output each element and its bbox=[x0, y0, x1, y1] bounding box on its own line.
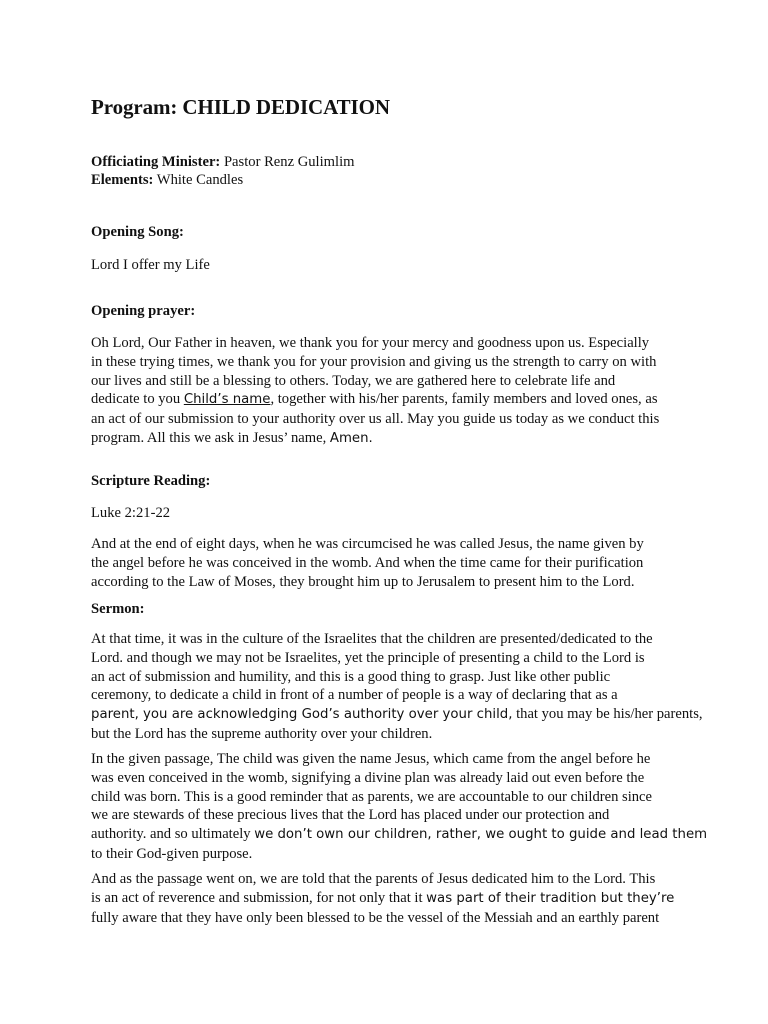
sermon-line-text: is an act of reverence and submission, for not only that it bbox=[91, 889, 427, 906]
opening-song-text: Lord I offer my Life bbox=[91, 257, 210, 273]
child-name-placeholder: Child’s name bbox=[183, 392, 271, 408]
sermon-paragraph-1 bbox=[91, 630, 703, 744]
sermon-paragraph-2 bbox=[91, 750, 708, 864]
prayer-line: Oh Lord, Our Father in heaven, we thank you for your mercy and goodness upon us. Especially bbox=[91, 335, 650, 351]
sermon-line: Lord. and though we may not be Israelites, yet the principle of presenting a child to the Lord is bbox=[91, 649, 645, 666]
sermon-line: child was born. This is a good reminder that as parents, we are accountable to our children since bbox=[91, 788, 653, 805]
sermon-line-sans: parent, you are acknowledging God’s authority over your child, bbox=[91, 707, 513, 723]
sermon-line-text: that you may be his/her parents, bbox=[512, 706, 703, 723]
scripture-heading: Scripture Reading: bbox=[91, 473, 211, 489]
sermon-line: we are stewards of these precious lives that the Lord has placed under our protection and bbox=[91, 807, 610, 824]
sermon-line bbox=[91, 705, 703, 725]
prayer-line: our lives and still be a blessing to others. Today, we are gathered here to celebrate life and bbox=[91, 372, 616, 389]
sermon-line: an act of submission and humility, and this is a good thing to grasp. Just like other public bbox=[91, 668, 611, 685]
prayer-line: in these trying times, we thank you for your provision and giving us the strength to carry on with bbox=[91, 353, 657, 370]
opening-song-heading: Opening Song: bbox=[91, 224, 184, 240]
elements-value: White Candles bbox=[153, 172, 244, 188]
officiating-minister-value: Pastor Renz Gulimlim bbox=[220, 154, 355, 170]
elements-label: Elements: bbox=[91, 172, 154, 188]
elements-line bbox=[91, 171, 354, 189]
prayer-line bbox=[91, 429, 691, 449]
sermon-line: was even conceived in the womb, signifying a divine plan was already laid out even before the bbox=[91, 769, 645, 786]
sermon-paragraph-3 bbox=[91, 870, 691, 927]
sermon-line-text: authority. and so ultimately bbox=[91, 826, 255, 843]
sermon-line: At that time, it was in the culture of the Israelites that the children are presented/dedicated to the bbox=[91, 631, 653, 647]
prayer-line-text: program. All this we ask in Jesus’ name, bbox=[91, 429, 330, 446]
amen-text: Amen. bbox=[329, 430, 373, 446]
sermon-line: And as the passage went on, we are told that the parents of Jesus dedicated him to the Lord. This bbox=[91, 871, 656, 887]
sermon-line: ceremony, to dedicate a child in front of a number of people is a way of declaring that as a bbox=[91, 687, 618, 704]
opening-prayer-heading: Opening prayer: bbox=[91, 303, 196, 319]
sermon-heading: Sermon: bbox=[91, 601, 145, 617]
sermon-line: but the Lord has the supreme authority over your children. bbox=[91, 725, 433, 742]
officiating-minister-line bbox=[91, 153, 354, 171]
sermon-line bbox=[91, 825, 708, 845]
scripture-line: the angel before he was conceived in the womb. And when the time came for their purification bbox=[91, 554, 644, 571]
sermon-line: to their God-given purpose. bbox=[91, 845, 253, 862]
sermon-line bbox=[91, 889, 691, 909]
scripture-line: And at the end of eight days, when he was circumcised he was called Jesus, the name given by bbox=[91, 536, 644, 552]
opening-prayer-paragraph bbox=[91, 334, 691, 449]
officiating-minister-label: Officiating Minister: bbox=[91, 154, 221, 170]
sermon-line: fully aware that they have only been blessed to be the vessel of the Messiah and an earthly parent bbox=[91, 909, 660, 926]
prayer-line: an act of our submission to your authority over us all. May you guide us today as we conduct this bbox=[91, 411, 660, 428]
prayer-line-text: dedicate to you bbox=[91, 391, 184, 408]
sermon-line: In the given passage, The child was given the name Jesus, which came from the angel before he bbox=[91, 751, 651, 767]
program-meta bbox=[91, 153, 354, 189]
scripture-line: according to the Law of Moses, they brought him up to Jerusalem to present him to the Lord. bbox=[91, 573, 635, 590]
scripture-paragraph bbox=[91, 535, 691, 591]
sermon-line-sans: we don’t own our children, rather, we ought to guide and lead them bbox=[254, 827, 708, 843]
sermon-line-sans: was part of their tradition but they’re bbox=[426, 890, 675, 906]
prayer-line bbox=[91, 390, 691, 410]
prayer-line-text: , together with his/her parents, family members and loved ones, as bbox=[270, 391, 658, 408]
scripture-reference: Luke 2:21-22 bbox=[91, 505, 171, 521]
document-title: Program: CHILD DEDICATION bbox=[91, 95, 390, 119]
